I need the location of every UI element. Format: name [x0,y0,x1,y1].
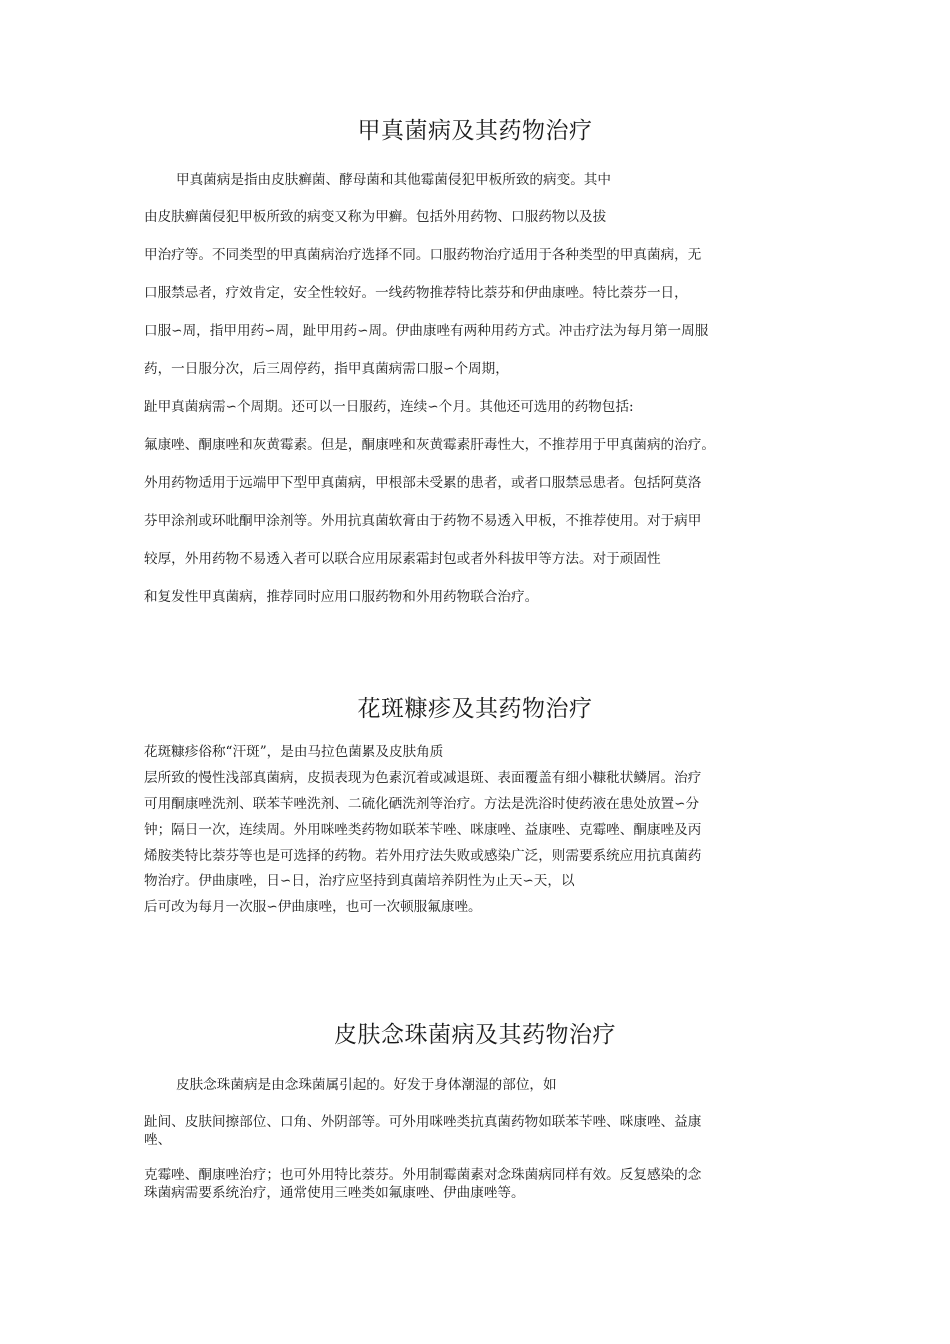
paragraph-line: 物治疗。伊曲康唑，日∽日，治疗应坚持到真菌培养阴性为止天∽天，以 [144,873,575,889]
paragraph-line: 钟；隔日一次，连续周。外用咪唑类药物如联苯苄唑、咪康唑、益康唑、克霉唑、酮康唑及丙 [144,822,702,838]
paragraph-line: 唑、 [144,1132,172,1148]
paragraph-line: 芬甲涂剂或环吡酮甲涂剂等。外用抗真菌软膏由于药物不易透入甲板，不推荐使用。对于病甲 [144,513,702,529]
section-title-pityriasis-versicolor: 花斑糠疹及其药物治疗 [357,696,593,722]
paragraph-line: 口服禁忌者，疗效肯定，安全性较好。一线药物推荐特比萘芬和伊曲康唑。特比萘芬一日， [144,285,688,301]
paragraph-line: 后可改为每月一次服∽伊曲康唑，也可一次顿服氟康唑。 [144,899,482,915]
section-title-onychomycosis: 甲真菌病及其药物治疗 [357,118,593,144]
paragraph-line: 皮肤念珠菌病是由念珠菌属引起的。好发于身体潮湿的部位，如 [176,1077,557,1093]
paragraph-line: 甲真菌病是指由皮肤癣菌、酵母菌和其他霉菌侵犯甲板所致的病变。其中 [176,172,611,188]
paragraph-line: 烯胺类特比萘芬等也是可选择的药物。若外用疗法失败或感染广泛，则需要系统应用抗真菌药 [144,848,702,864]
paragraph-line: 由皮肤癣菌侵犯甲板所致的病变又称为甲癣。包括外用药物、口服药物以及拔 [144,209,607,225]
paragraph-line: 氟康唑、酮康唑和灰黄霉素。但是，酮康唑和灰黄霉素肝毒性大，不推荐用于甲真菌病的治疗。 [144,437,715,453]
paragraph-line: 花斑糠疹俗称“汗斑”，是由马拉色菌累及皮肤角质 [144,744,444,760]
paragraph-line: 层所致的慢性浅部真菌病，皮损表现为色素沉着或减退斑、表面覆盖有细小糠秕状鳞屑。治疗 [144,770,702,786]
paragraph-line: 和复发性甲真菌病，推荐同时应用口服药物和外用药物联合治疗。 [144,589,539,605]
paragraph-line: 趾间、皮肤间擦部位、口角、外阴部等。可外用咪唑类抗真菌药物如联苯苄唑、咪康唑、益康 [144,1114,702,1130]
paragraph-line: 珠菌病需要系统治疗，通常使用三唑类如氟康唑、伊曲康唑等。 [144,1185,525,1201]
paragraph-line: 趾甲真菌病需∽个周期。还可以一日服药，连续∽个月。其他还可选用的药物包括: [144,399,634,415]
paragraph-line: 外用药物适用于远端甲下型甲真菌病，甲根部未受累的患者，或者口服禁忌患者。包括阿莫洛 [144,475,702,491]
section-title-cutaneous-candidiasis: 皮肤念珠菌病及其药物治疗 [334,1022,616,1048]
paragraph-line: 药，一日服分次，后三周停药，指甲真菌病需口服∽个周期， [144,361,509,377]
paragraph-line: 较厚，外用药物不易透入者可以联合应用尿素霜封包或者外科拔甲等方法。对于顽固性 [144,551,661,567]
paragraph-line: 可用酮康唑洗剂、联苯苄唑洗剂、二硫化硒洗剂等治疗。方法是洗浴时使药液在患处放置∽分 [144,796,700,812]
paragraph-line: 甲治疗等。不同类型的甲真菌病治疗选择不同。口服药物治疗适用于各种类型的甲真菌病，无 [144,247,702,263]
paragraph-line: 克霉唑、酮康唑治疗；也可外用特比萘芬。外用制霉菌素对念珠菌病同样有效。反复感染的念 [144,1167,702,1183]
paragraph-line: 口服∽周，指甲用药∽周，趾甲用药∽周。伊曲康唑有两种用药方式。冲击疗法为每月第一周服 [144,323,709,339]
